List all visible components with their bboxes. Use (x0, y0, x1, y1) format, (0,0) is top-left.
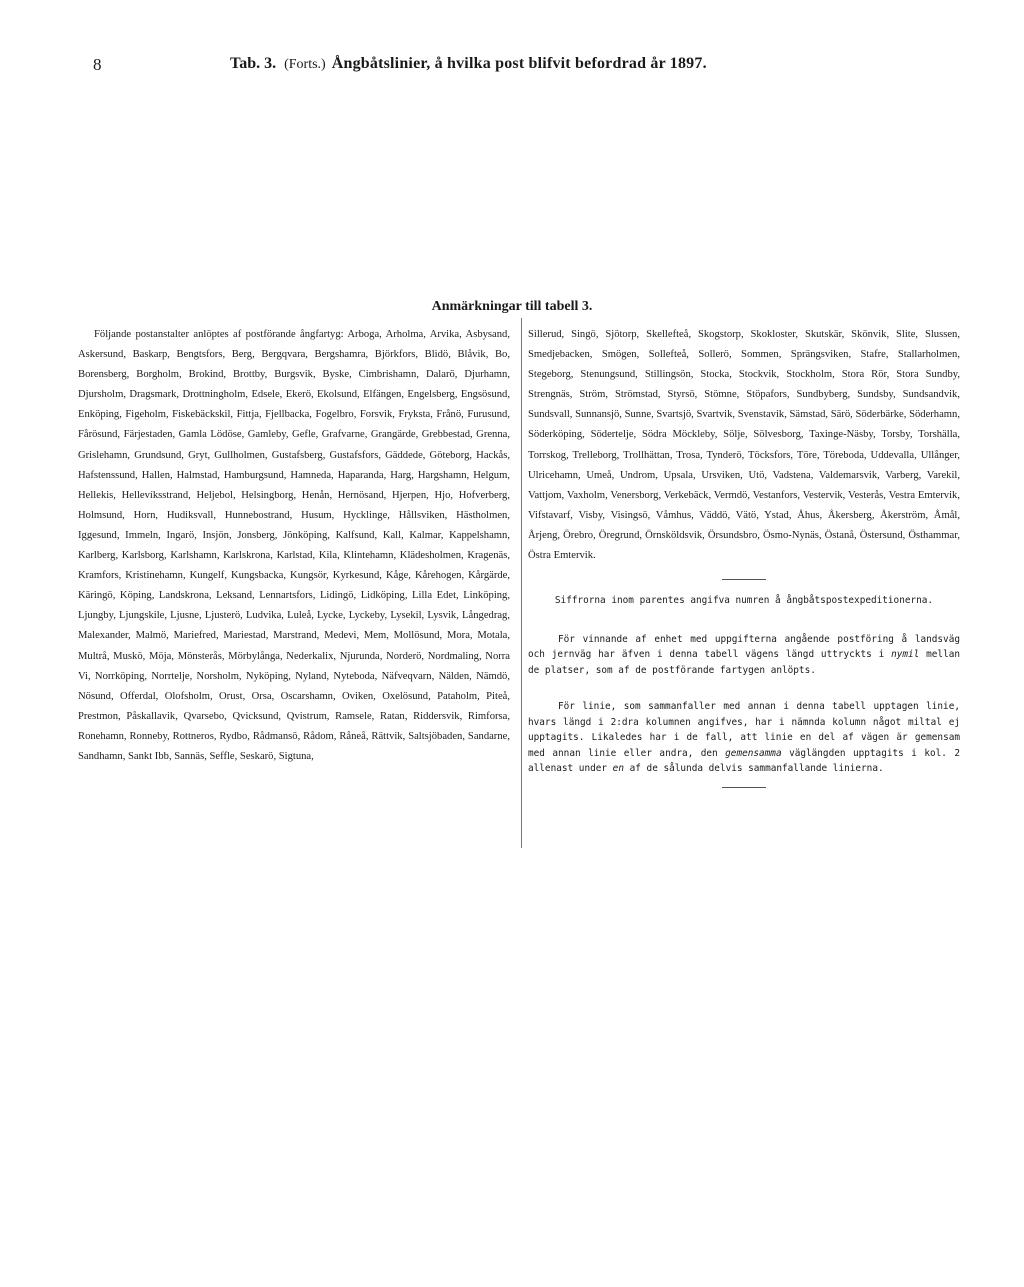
note-text: För linie, som sammanfaller med annan i denna tabell upptagen linie, hvars längd i 2:dra kolumnen angifves, har i nämnda kolumn något miltal ej upptagits. Likaledes har i de fall, att linie en del af vägen är gemensam med annan linie eller andra, den (528, 701, 960, 759)
note-emphasis: nymil (891, 649, 920, 661)
right-column (528, 325, 960, 788)
note-text: För vinnande af enhet med uppgifterna angående postföring å landsväg och jernväg har äfven i denna tabell vägens längd uttryckts i (528, 633, 960, 661)
note-text: väglängden upptagits i kol. 2 allenast under (528, 747, 961, 775)
port-list-paragraph: Följande postanstalter anlöptes af postförande ångfartyg: Arboga, Arholma, Arvika, Asbysand, Askersund, Baskarp, Bengtsfors, Berg, Bergqvara, Bergshamra, Björkfors, Blidö, Blåvik, Bo, Borensberg, Borgholm, Brokind, Brottby, Burgsvik, Byske, Cimbrishamn, Dalarö, Djurhamn, Djursholm, Dragsmark, Drottningholm, Edsele, Ekerö, Ekolsund, Elfängen, Engelsberg, Engsösund, Enköping, Figeholm, Fiskebäckskil, Fittja, Fjellbacka, Fogelbro, Forsvik, Fryksta, Frånö, Furusund, Fårösund, Färjestaden, Gamla Lödöse, Gamleby, Gefle, Grafvarne, Grangärde, Grebbestad, Grenna, Grislehamn, Grundsund, Gryt, Gullholmen, Gustafsberg, Gustafsfors, Gäddede, Göteborg, Hackås, Hafstenssund, Hallen, Halmstad, Hamburgsund, Hamneda, Haparanda, Harg, Hargshamn, Helgum, Hellekis, Hellevíksstrand, Heljebol, Helsingborg, Henån, Hernösand, Hjerpen, Hjo, Hofverberg, Holmsund, Horn, Hudiksvall, Hunnebostrand, Husum, Hycklinge, Hållsviken, Hästholmen, Iggesund, Immeln, Ingarö, Insjön, Jonsberg, Jönköping, Kalfsund, Kall, Kalmar, Kappelshamn, Karlberg, Karlsborg, Karlshamn, Karlskrona, Karlstad, Kila, Klintehamn, Klädesholmen, Kragenäs, Kramfors, Kristinehamn, Kungelf, Kungsbacka, Kungsör, Kyrkesund, Kåge, Kårehogen, Kårgärde, Käringö, Köping, Landskrona, Leksand, Lennartsfors, Lidingö, Lidköping, Lilla Edet, Linköping, Ljungby, Ljungskile, Ljusne, Ljusterö, Ludvika, Luleå, Lycke, Lyckeby, Lysekil, Lysvik, Långedrag, Malexander, Malmö, Mariefred, Mariestad, Marstrand, Medevi, Mem, Mollösund, Mora, Motala, Multrå, Muskö, Möja, Mönsterås, Mörbylånga, Nederkalix, Njurunda, Norderö, Nordmaling, Norra Vi, Norrköping, Norrtelje, Norsholm, Nyköping, Nyland, Nyteboda, Näfveqvarn, Nälden, Nämdö, Nösund, Offerdal, Olofsholm, Orust, Orsa, Oscarshamn, Oviken, Oxelösund, Pataholm, Piteå, Prestmon, Påskallavik, Qvarsebo, Qvicksund, Qvistrum, Ramsele, Ratan, Riddersvik, Rimforsa, Ronehamn, Ronneby, Rottneros, Rydbo, Rådmansö, Rådom, Råneå, Rättvik, Saltsjöbaden, Sandarne, Sandhamn, Sankt Ibb, Sannäs, Seffle, Seskarö, Sigtuna, (78, 329, 510, 762)
running-head (230, 55, 707, 73)
column-divider (521, 318, 522, 848)
note-block (528, 632, 960, 679)
note-text: mellan de platser, som af de postförande fartygen anlöpts. (528, 649, 960, 676)
note-block (528, 593, 960, 609)
note-text: af de sålunda delvis sammanfallande linierna. (623, 763, 884, 775)
continued-label: (Forts.) (284, 57, 326, 72)
section-heading: Anmärkningar till tabell 3. (431, 299, 593, 314)
left-column (78, 325, 510, 767)
divider-rule (722, 579, 766, 580)
page-number: 8 (93, 55, 102, 74)
note-emphasis: en (612, 763, 624, 775)
note-shared-lines (528, 699, 960, 777)
port-list-continuation: Sillerud, Singö, Sjötorp, Skellefteå, Skogstorp, Skokloster, Skutskär, Skönvik, Slite, Slussen, Smedjebacken, Smögen, Sollefteå, Sollerö, Sommen, Sprängsviken, Stafre, Stallarholmen, Stegeborg, Stenungsund, Stillingsön, Stocka, Stockvik, Stockholm, Stora Rör, Stora Sundby, Strengnäs, Ström, Strömstad, Styrsö, Stömne, Stöpafors, Sundbyberg, Sundsby, Sundsandvik, Sundsvall, Sunnansjö, Sunne, Svartsjö, Svartvik, Svenstavik, Sämstad, Särö, Söderbärke, Söderhamn, Söderköping, Södertelje, Södra Möckleby, Sölje, Sölvesborg, Taxinge-Näsby, Torsby, Torshälla, Torrskog, Trelleborg, Trollhättan, Trosa, Tynderö, Töcksfors, Töre, Töreboda, Uddevalla, Ullånger, Ulricehamn, Umeå, Undrom, Upsala, Ursviken, Utö, Vadstena, Valdemarsvik, Varberg, Varekil, Vattjom, Vaxholm, Venersborg, Verkebäck, Vermdö, Vestanfors, Vestervik, Vesterås, Vestra Emtervik, Vifstavarf, Visby, Visingsö, Våmhus, Väddö, Vätö, Ystad, Åhus, Åkersberg, Åkerström, Åmål, Årjeng, Örebro, Öregrund, Örnsköldsvik, Örsundsbro, Ösmo-Nynäs, Östanå, Östersund, Östhammar, Östra Emtervik. (528, 329, 960, 562)
note-block (528, 699, 960, 777)
note-nymil (528, 632, 960, 679)
divider-rule (722, 787, 766, 788)
note-emphasis: gemensamma (725, 747, 782, 759)
table-label: Tab. 3. (230, 55, 277, 72)
note-parentheses: Siffrorna inom parentes angifva numren å ångbåtspostexpeditionerna. (554, 595, 934, 607)
page-title: Ångbåtslinier, å hvilka post blifvit befordrad år 1897. (331, 55, 707, 72)
